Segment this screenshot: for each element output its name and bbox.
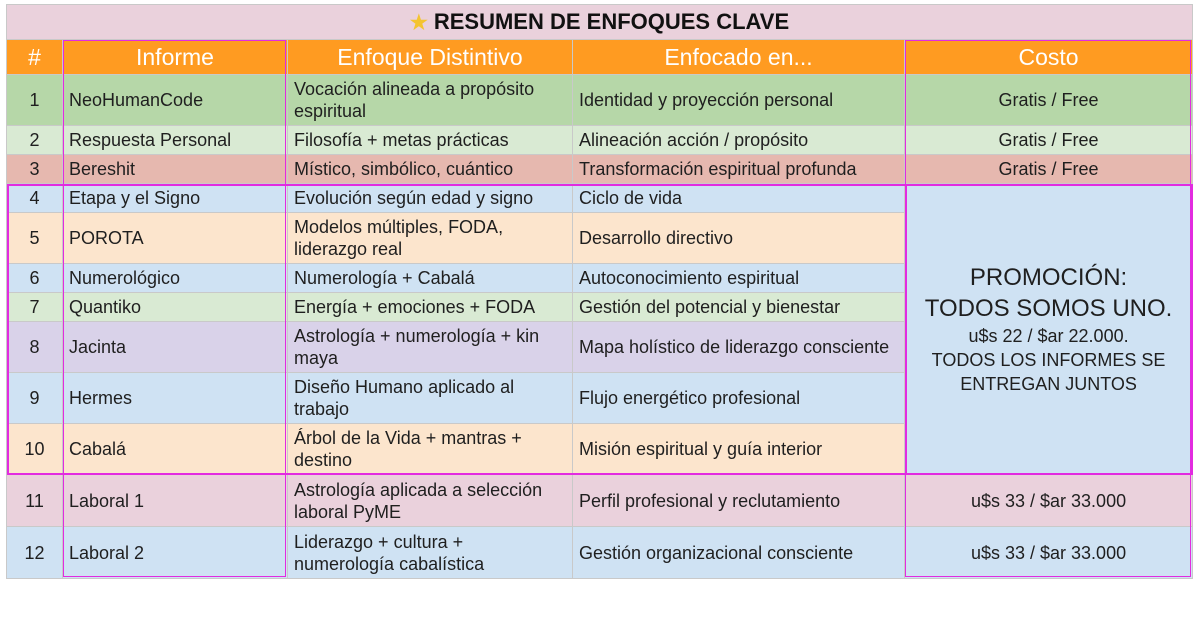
cell-informe[interactable]: Cabalá [63,424,288,475]
cell-enfocado[interactable]: Transformación espiritual profunda [573,155,905,184]
cell-enfoque[interactable]: Modelos múltiples, FODA, liderazgo real [288,213,573,264]
cell-costo[interactable]: Gratis / Free [905,126,1193,155]
table-row [7,75,1193,126]
cell-enfoque[interactable]: Vocación alineada a propósito espiritual [288,75,573,126]
cell-informe[interactable]: Hermes [63,373,288,424]
summary-table [6,4,1193,579]
cell-informe[interactable]: Bereshit [63,155,288,184]
table-row [7,475,1193,527]
cell-enfoque[interactable]: Energía + emociones + FODA [288,293,573,322]
cell-num[interactable]: 12 [7,527,63,579]
table-row [7,126,1193,155]
header-row [7,40,1193,75]
cell-costo[interactable]: Gratis / Free [905,75,1193,126]
cell-num[interactable]: 10 [7,424,63,475]
promo-note: TODOS LOS INFORMES SE ENTREGAN JUNTOS [931,350,1166,394]
summary-sheet [6,4,1192,579]
cell-enfocado[interactable]: Ciclo de vida [573,184,905,213]
cell-num[interactable]: 11 [7,475,63,527]
cell-enfoque[interactable]: Árbol de la Vida + mantras + destino [288,424,573,475]
cell-enfocado[interactable]: Alineación acción / propósito [573,126,905,155]
cell-informe[interactable]: Jacinta [63,322,288,373]
cell-enfocado[interactable]: Desarrollo directivo [573,213,905,264]
header-num[interactable]: # [7,40,63,75]
cell-informe[interactable]: Laboral 1 [63,475,288,527]
cell-num[interactable]: 7 [7,293,63,322]
cell-informe[interactable]: NeoHumanCode [63,75,288,126]
cell-informe[interactable]: Etapa y el Signo [63,184,288,213]
cell-informe[interactable]: Quantiko [63,293,288,322]
cell-informe[interactable]: Numerológico [63,264,288,293]
cell-enfoque[interactable]: Diseño Humano aplicado al trabajo [288,373,573,424]
cell-informe[interactable]: Laboral 2 [63,527,288,579]
cell-costo[interactable]: u$s 33 / $ar 33.000 [905,527,1193,579]
star-icon: ★ [409,11,428,34]
cell-enfoque[interactable]: Liderazgo + cultura + numerología cabalística [288,527,573,579]
cell-enfocado[interactable]: Gestión del potencial y bienestar [573,293,905,322]
table-row [7,155,1193,184]
header-enfocado[interactable]: Enfocado en... [573,40,905,75]
cell-costo[interactable]: u$s 33 / $ar 33.000 [905,475,1193,527]
promo-cell[interactable] [905,184,1193,475]
cell-enfoque[interactable]: Astrología + numerología + kin maya [288,322,573,373]
header-costo[interactable]: Costo [905,40,1193,75]
cell-enfocado[interactable]: Gestión organizacional consciente [573,527,905,579]
cell-enfocado[interactable]: Perfil profesional y reclutamiento [573,475,905,527]
table-row [7,527,1193,579]
table-title[interactable] [7,5,1193,40]
promo-title: PROMOCIÓN: [969,264,1128,291]
cell-informe[interactable]: POROTA [63,213,288,264]
cell-num[interactable]: 8 [7,322,63,373]
cell-enfoque[interactable]: Astrología aplicada a selección laboral PyME [288,475,573,527]
cell-enfoque[interactable]: Evolución según edad y signo [288,184,573,213]
cell-num[interactable]: 5 [7,213,63,264]
cell-num[interactable]: 4 [7,184,63,213]
promo-price: u$s 22 / $ar 22.000. [968,326,1129,346]
promo-slogan: TODOS SOMOS UNO. [924,295,1173,322]
cell-enfocado[interactable]: Autoconocimiento espiritual [573,264,905,293]
cell-enfoque[interactable]: Numerología + Cabalá [288,264,573,293]
cell-informe[interactable]: Respuesta Personal [63,126,288,155]
cell-num[interactable]: 1 [7,75,63,126]
header-enfoque[interactable]: Enfoque Distintivo [288,40,573,75]
table-title-text: RESUMEN DE ENFOQUES CLAVE [433,8,790,34]
cell-num[interactable]: 9 [7,373,63,424]
cell-enfoque[interactable]: Místico, simbólico, cuántico [288,155,573,184]
cell-enfoque[interactable]: Filosofía + metas prácticas [288,126,573,155]
table-row [7,184,1193,213]
header-informe[interactable]: Informe [63,40,288,75]
cell-costo[interactable]: Gratis / Free [905,155,1193,184]
cell-enfocado[interactable]: Misión espiritual y guía interior [573,424,905,475]
cell-num[interactable]: 3 [7,155,63,184]
cell-enfocado[interactable]: Mapa holístico de liderazgo consciente [573,322,905,373]
cell-num[interactable]: 2 [7,126,63,155]
cell-num[interactable]: 6 [7,264,63,293]
cell-enfocado[interactable]: Flujo energético profesional [573,373,905,424]
cell-enfocado[interactable]: Identidad y proyección personal [573,75,905,126]
